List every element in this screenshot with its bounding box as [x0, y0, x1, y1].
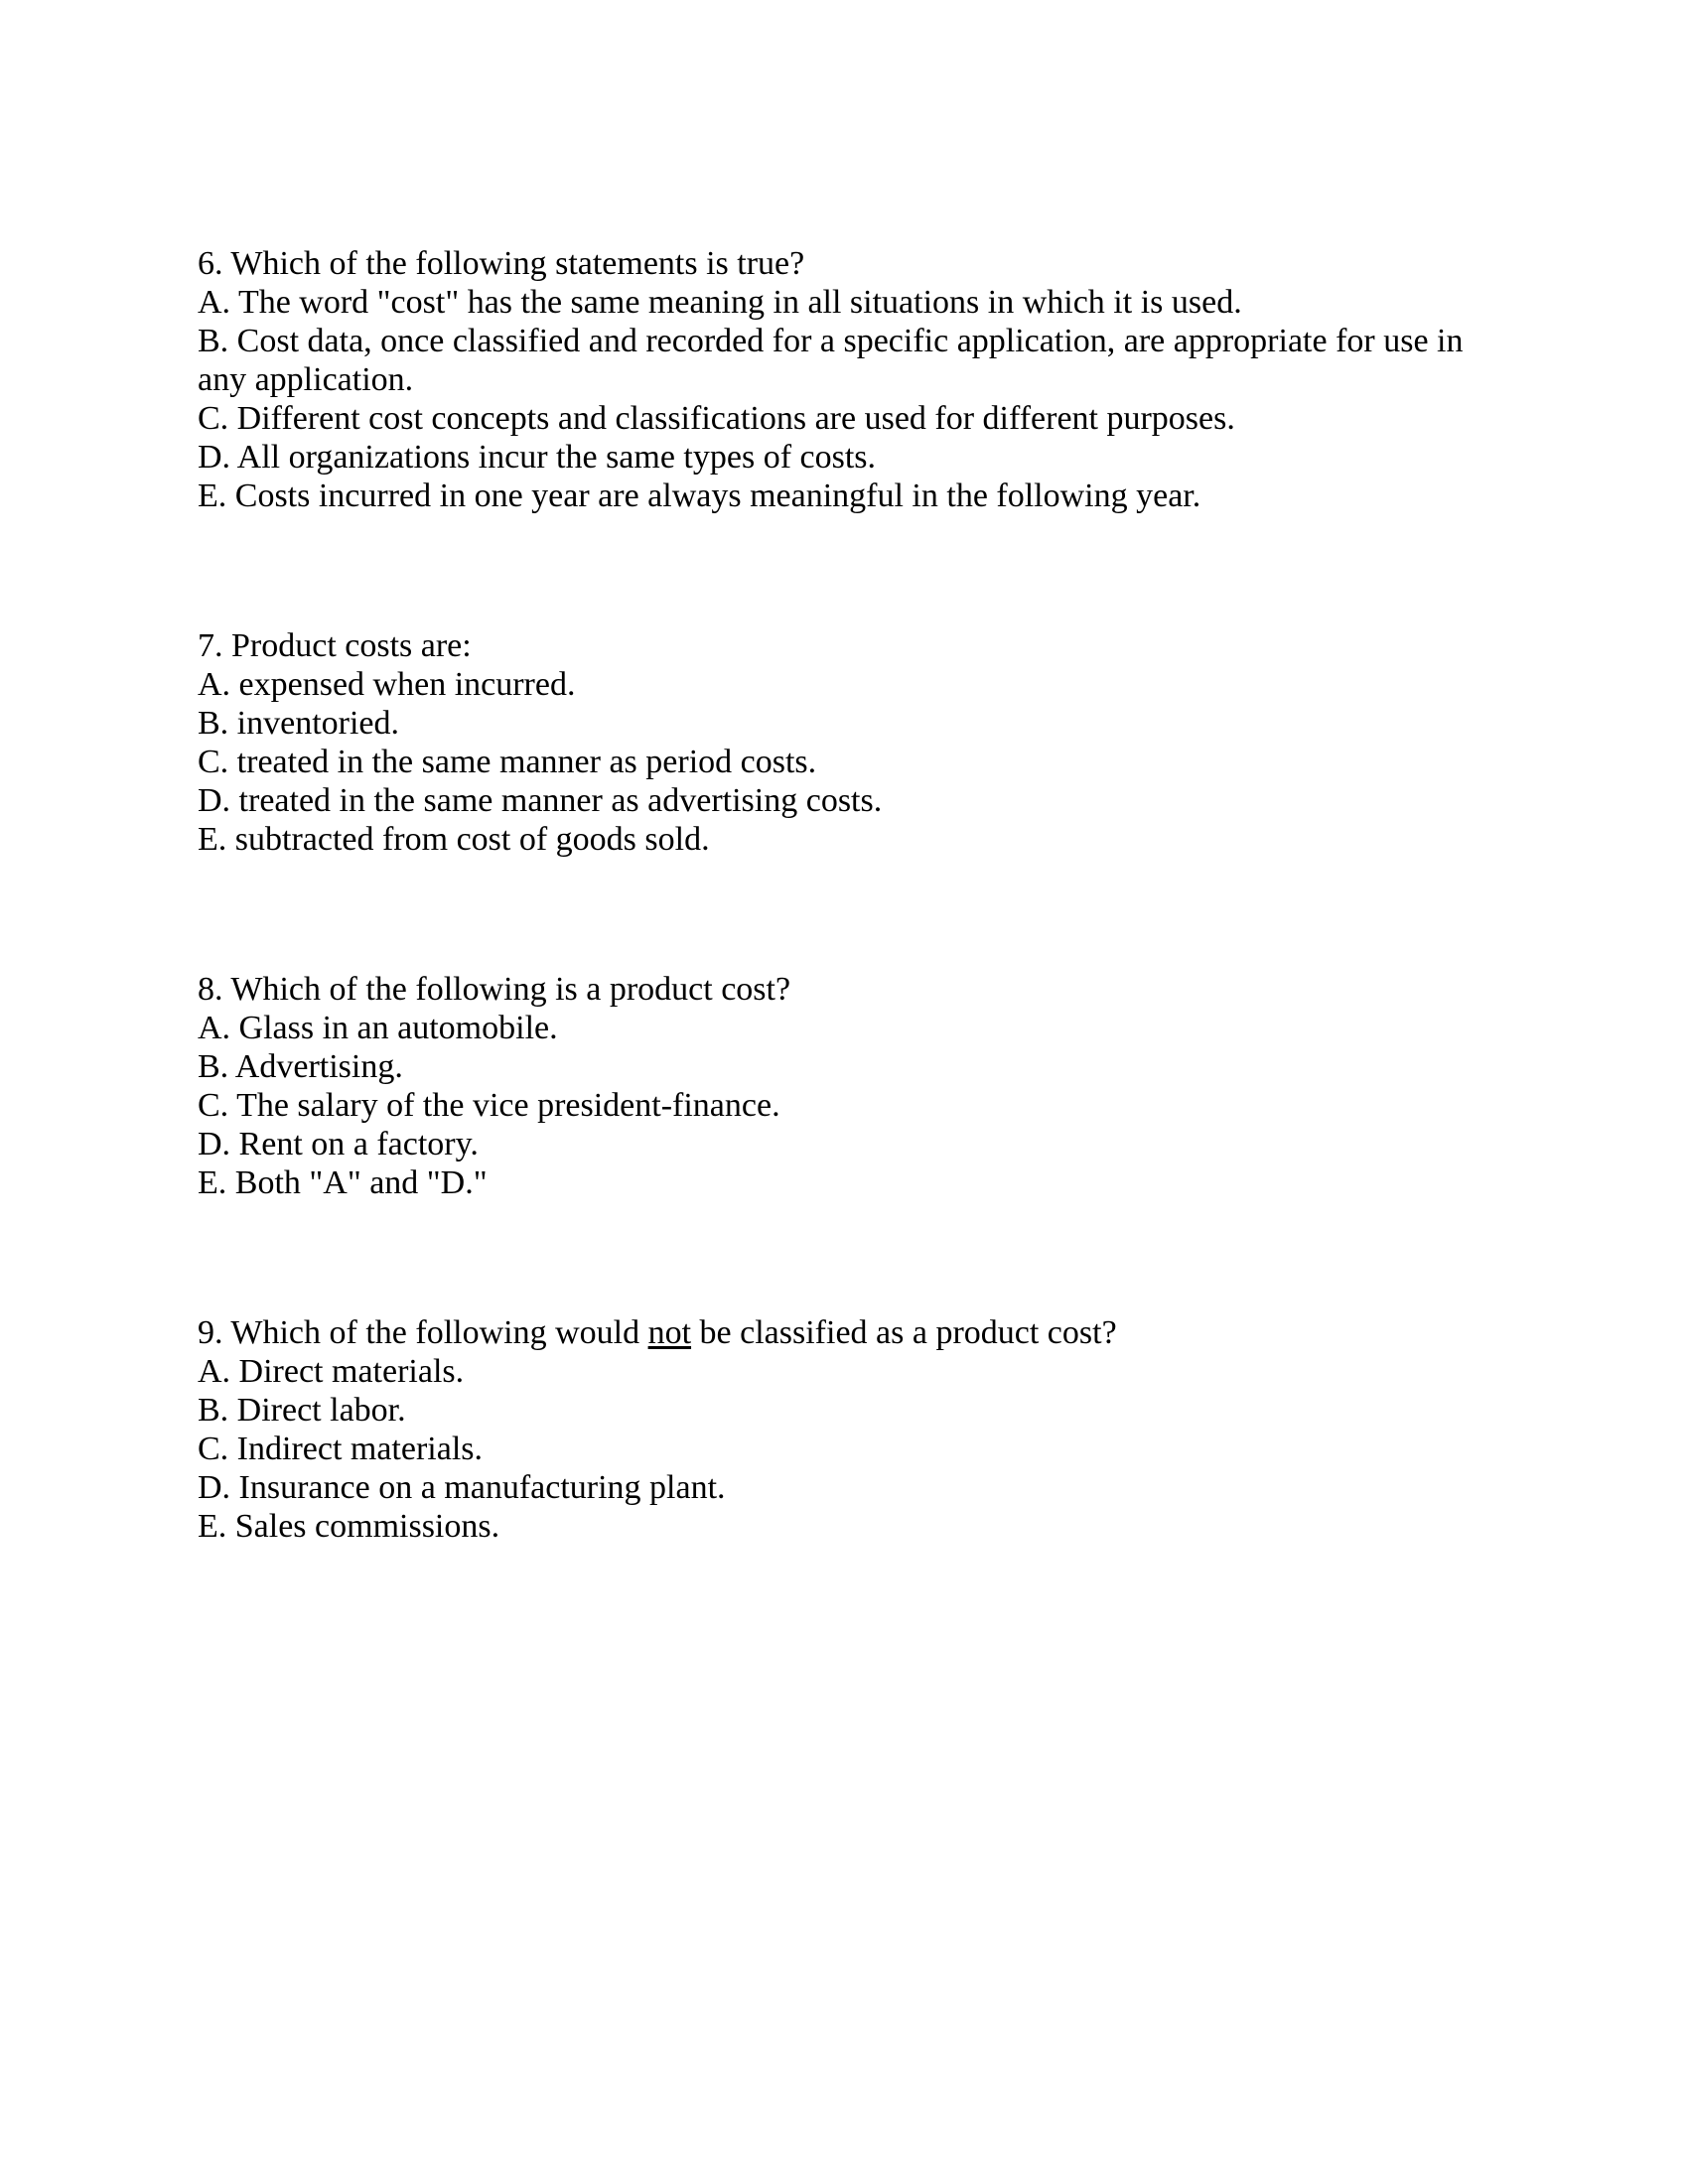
question-line: [198, 820, 1588, 859]
text-segment: C. Different cost concepts and classifications are used for different purposes.: [198, 400, 1235, 437]
question-line: [198, 1086, 1588, 1125]
text-segment: 7. Product costs are:: [198, 627, 472, 664]
question-line: [198, 322, 1588, 360]
text-segment: A. Glass in an automobile.: [198, 1010, 558, 1046]
question-line: [198, 244, 1588, 283]
question-line: [198, 665, 1588, 704]
text-segment: any application.: [198, 361, 414, 398]
text-segment: D. All organizations incur the same types of costs.: [198, 439, 877, 476]
question-line: [198, 1468, 1588, 1507]
question-line: [198, 743, 1588, 781]
question-line: [198, 970, 1588, 1009]
question-line: [198, 1352, 1588, 1391]
text-segment: A. Direct materials.: [198, 1353, 465, 1390]
text-segment: E. Both "A" and "D.": [198, 1164, 488, 1201]
text-segment: be classified as a product cost?: [691, 1314, 1117, 1351]
question-line: [198, 438, 1588, 477]
text-segment: E. subtracted from cost of goods sold.: [198, 821, 710, 858]
question-line: [198, 1391, 1588, 1430]
text-segment: 9. Which of the following would: [198, 1314, 648, 1351]
text-segment: A. expensed when incurred.: [198, 666, 576, 703]
question-line: [198, 781, 1588, 820]
text-segment: D. treated in the same manner as advertising costs.: [198, 782, 883, 819]
text-segment: B. Advertising.: [198, 1048, 403, 1085]
question-line: [198, 1313, 1588, 1352]
text-segment: 6. Which of the following statements is true?: [198, 245, 805, 282]
text-segment: E. Sales commissions.: [198, 1508, 500, 1545]
text-segment: 8. Which of the following is a product cost?: [198, 971, 791, 1008]
text-segment: A. The word "cost" has the same meaning in all situations in which it is used.: [198, 284, 1242, 321]
question-line: [198, 1507, 1588, 1546]
question-line: [198, 704, 1588, 743]
text-segment: D. Insurance on a manufacturing plant.: [198, 1469, 726, 1506]
text-segment: C. Indirect materials.: [198, 1431, 484, 1467]
underlined-word: not: [647, 1314, 692, 1351]
question-line: [198, 477, 1588, 515]
question-line: [198, 1009, 1588, 1047]
question-line: [198, 1430, 1588, 1468]
question-6-block: [198, 244, 1588, 515]
question-line: [198, 626, 1588, 665]
text-segment: B. Direct labor.: [198, 1392, 406, 1429]
question-line: [198, 1047, 1588, 1086]
question-8-block: [198, 970, 1588, 1202]
text-segment: E. Costs incurred in one year are always meaningful in the following year.: [198, 478, 1201, 514]
question-line: [198, 360, 1588, 399]
question-line: [198, 399, 1588, 438]
questions-list: [198, 244, 1588, 1546]
question-line: [198, 1163, 1588, 1202]
text-segment: C. The salary of the vice president-finance.: [198, 1087, 780, 1124]
question-line: [198, 283, 1588, 322]
text-segment: B. inventoried.: [198, 705, 400, 742]
question-9-block: [198, 1313, 1588, 1546]
question-line: [198, 1125, 1588, 1163]
text-segment: B. Cost data, once classified and recorded for a specific application, are appropriate for use in: [198, 323, 1464, 359]
text-segment: D. Rent on a factory.: [198, 1126, 479, 1162]
question-7-block: [198, 626, 1588, 859]
text-segment: C. treated in the same manner as period costs.: [198, 744, 817, 780]
